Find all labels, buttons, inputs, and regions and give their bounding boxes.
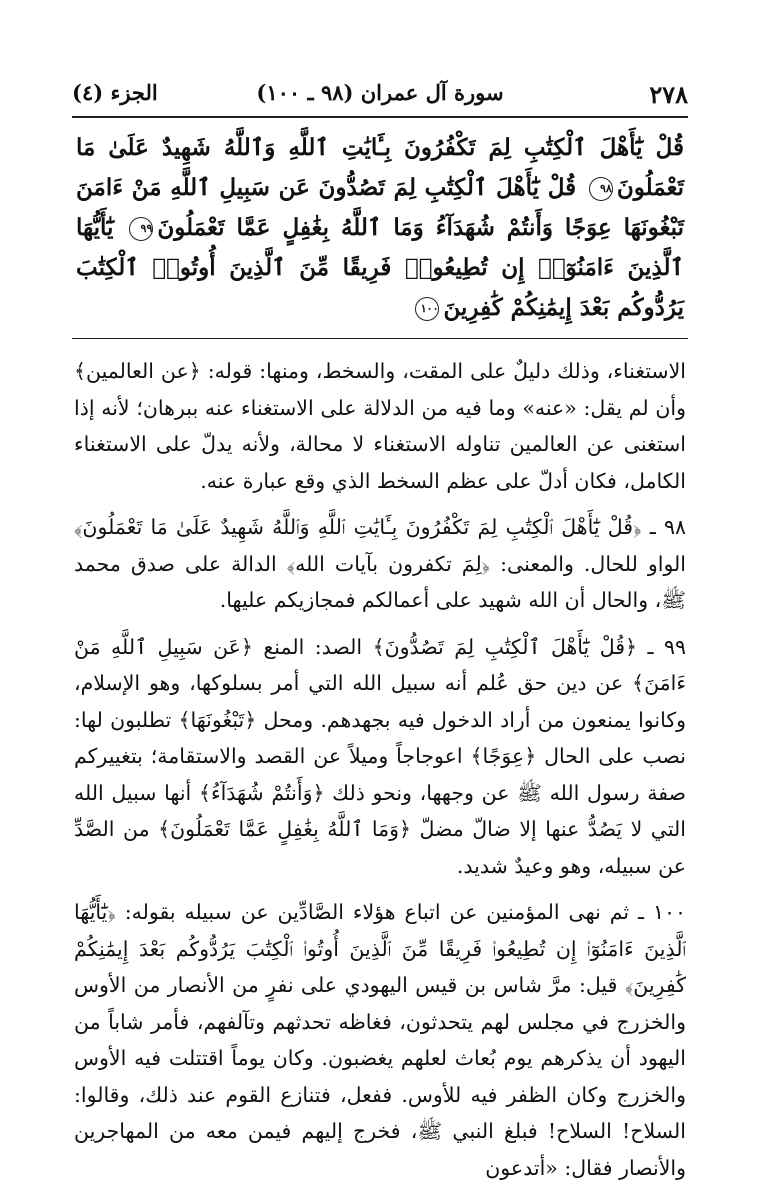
page-number: ٢٧٨ bbox=[649, 80, 688, 109]
verse-99: قُلْ يَٰٓأَهْلَ ٱلْكِتَٰبِ لِمَ تَصُدُّونَ عَن سَبِيلِ ٱللَّهِ مَنْ ءَامَنَ تَبْغُونَهَا عِوَجًا وَأَنتُمْ شُهَدَآءُ وَمَا ٱللَّهُ بِغَٰفِلٍ عَمَّا تَعْمَلُونَ bbox=[76, 174, 685, 241]
quran-text-block bbox=[72, 128, 688, 328]
commentary-paragraph: ٩٨ ـ ﴿قُلْ يَٰٓأَهْلَ ٱلْكِتَٰبِ لِمَ تَكْفُرُونَ بِـَٔايَٰتِ ٱللَّهِ وَٱللَّهُ شَهِيدٌ عَلَىٰ مَا تَعْمَلُونَ﴾ الواو للحال. والمعنى: ﴿لِمَ تكفرون بآيات الله﴾ الدالة على صدق محمد ﷺ، والحال أن الله شهيد على أعمالكم فمجازيكم عليها. bbox=[74, 515, 686, 612]
quran-rule bbox=[72, 338, 688, 339]
commentary-paragraph: ٩٩ ـ ﴿قُلْ يَٰٓأَهْلَ ٱلْكِتَٰبِ لِمَ تَصُدُّونَ﴾ الصد: المنع ﴿عَن سَبِيلِ ٱللَّهِ مَنْ ءَامَنَ﴾ عن دين حق عُلم أنه سبيل الله التي أمر بسلوكها، وهو الإسلام، وكانوا يمنعون من أراد الدخول فيه بجهدهم. ومحل ﴿تَبْغُونَهَا﴾ تطلبون لها: نصب على الحال ﴿عِوَجًا﴾ اعوجاجاً وميلاً عن القصد والاستقامة؛ بتغييركم صفة رسول الله ﷺ عن وجهها، ونحو ذلك ﴿وَأَنتُمْ شُهَدَآءُ﴾ أنها سبيل الله التي لا يَصُدُّ عنها إلا ضالّ مضلّ ﴿وَمَا ٱللَّهُ بِغَٰفِلٍ عَمَّا تَعْمَلُونَ﴾ من الصَّدِّ عن سبيله، وهو وعيدٌ شديد. bbox=[74, 634, 686, 878]
sura-title: سورة آل عمران (٩٨ ـ ١٠٠) bbox=[256, 80, 504, 105]
verse-100: يَٰٓأَيُّهَا ٱلَّذِينَ ءَامَنُوٓا۟ إِن تُطِيعُوا۟ فَرِيقًا مِّنَ ٱلَّذِينَ أُوتُوا۟ ٱلْكِتَٰبَ يَرُدُّوكُم بَعْدَ إِيمَٰنِكُمْ كَٰفِرِينَ bbox=[76, 214, 684, 321]
page-header bbox=[72, 78, 688, 112]
verse-98: قُلْ يَٰٓأَهْلَ ٱلْكِتَٰبِ لِمَ تَكْفُرُونَ بِـَٔايَٰتِ ٱللَّهِ وَٱللَّهُ شَهِيدٌ عَلَىٰ مَا تَعْمَلُونَ bbox=[76, 134, 684, 201]
commentary-paragraph: الاستغناء، وذلك دليلٌ على المقت، والسخط، ومنها: قوله: ﴿عن العالمين﴾ وأن لم يقل: «عنه» وما فيه من الدلالة على الاستغناء عنه ببرهان؛ لأنه إذا استغنى عن العالمين تناوله الاستغناء لا محالة، ولأنه يدلّ على الاستغناء الكامل، فكان أدلّ على عظم السخط الذي وقع عبارة عنه. bbox=[74, 359, 686, 493]
commentary-paragraph: ١٠٠ ـ ثم نهى المؤمنين عن اتباع هؤلاء الصَّادِّين عن سبيله بقوله: ﴿يَٰٓأَيُّهَا ٱلَّذِينَ ءَامَنُوٓا۟ إِن تُطِيعُوا۟ فَرِيقًا مِّنَ ٱلَّذِينَ أُوتُوا۟ ٱلْكِتَٰبَ يَرُدُّوكُم بَعْدَ إِيمَٰنِكُمْ كَٰفِرِينَ﴾ قيل: مرَّ شاس بن قيس اليهودي على نفرٍ من الأنصار من الأوس والخزرج في مجلس لهم يتحدثون، فغاظه تحدثهم وتآلفهم، فأمر شاباً من اليهود أن يذكرهم يوم بُعاث لعلهم يغضبون. وكان يوماً اقتتلت فيه الأوس والخزرج وكان الظفر فيه للأوس. ففعل، فتنازع القوم عند ذلك، وقالوا: السلاح! السلاح! فبلغ النبي ﷺ، فخرج إليهم فيمن معه من المهاجرين والأنصار فقال: «أتدعون bbox=[74, 900, 686, 1180]
commentary-block bbox=[72, 353, 688, 1186]
ayah-marker-98: ٩٨ bbox=[589, 177, 613, 201]
juz-label: الجزء (٤) bbox=[72, 80, 158, 105]
ayah-marker-99: ٩٩ bbox=[129, 217, 153, 241]
ayah-marker-100: ١٠٠ bbox=[415, 297, 439, 321]
header-rule bbox=[72, 116, 688, 118]
